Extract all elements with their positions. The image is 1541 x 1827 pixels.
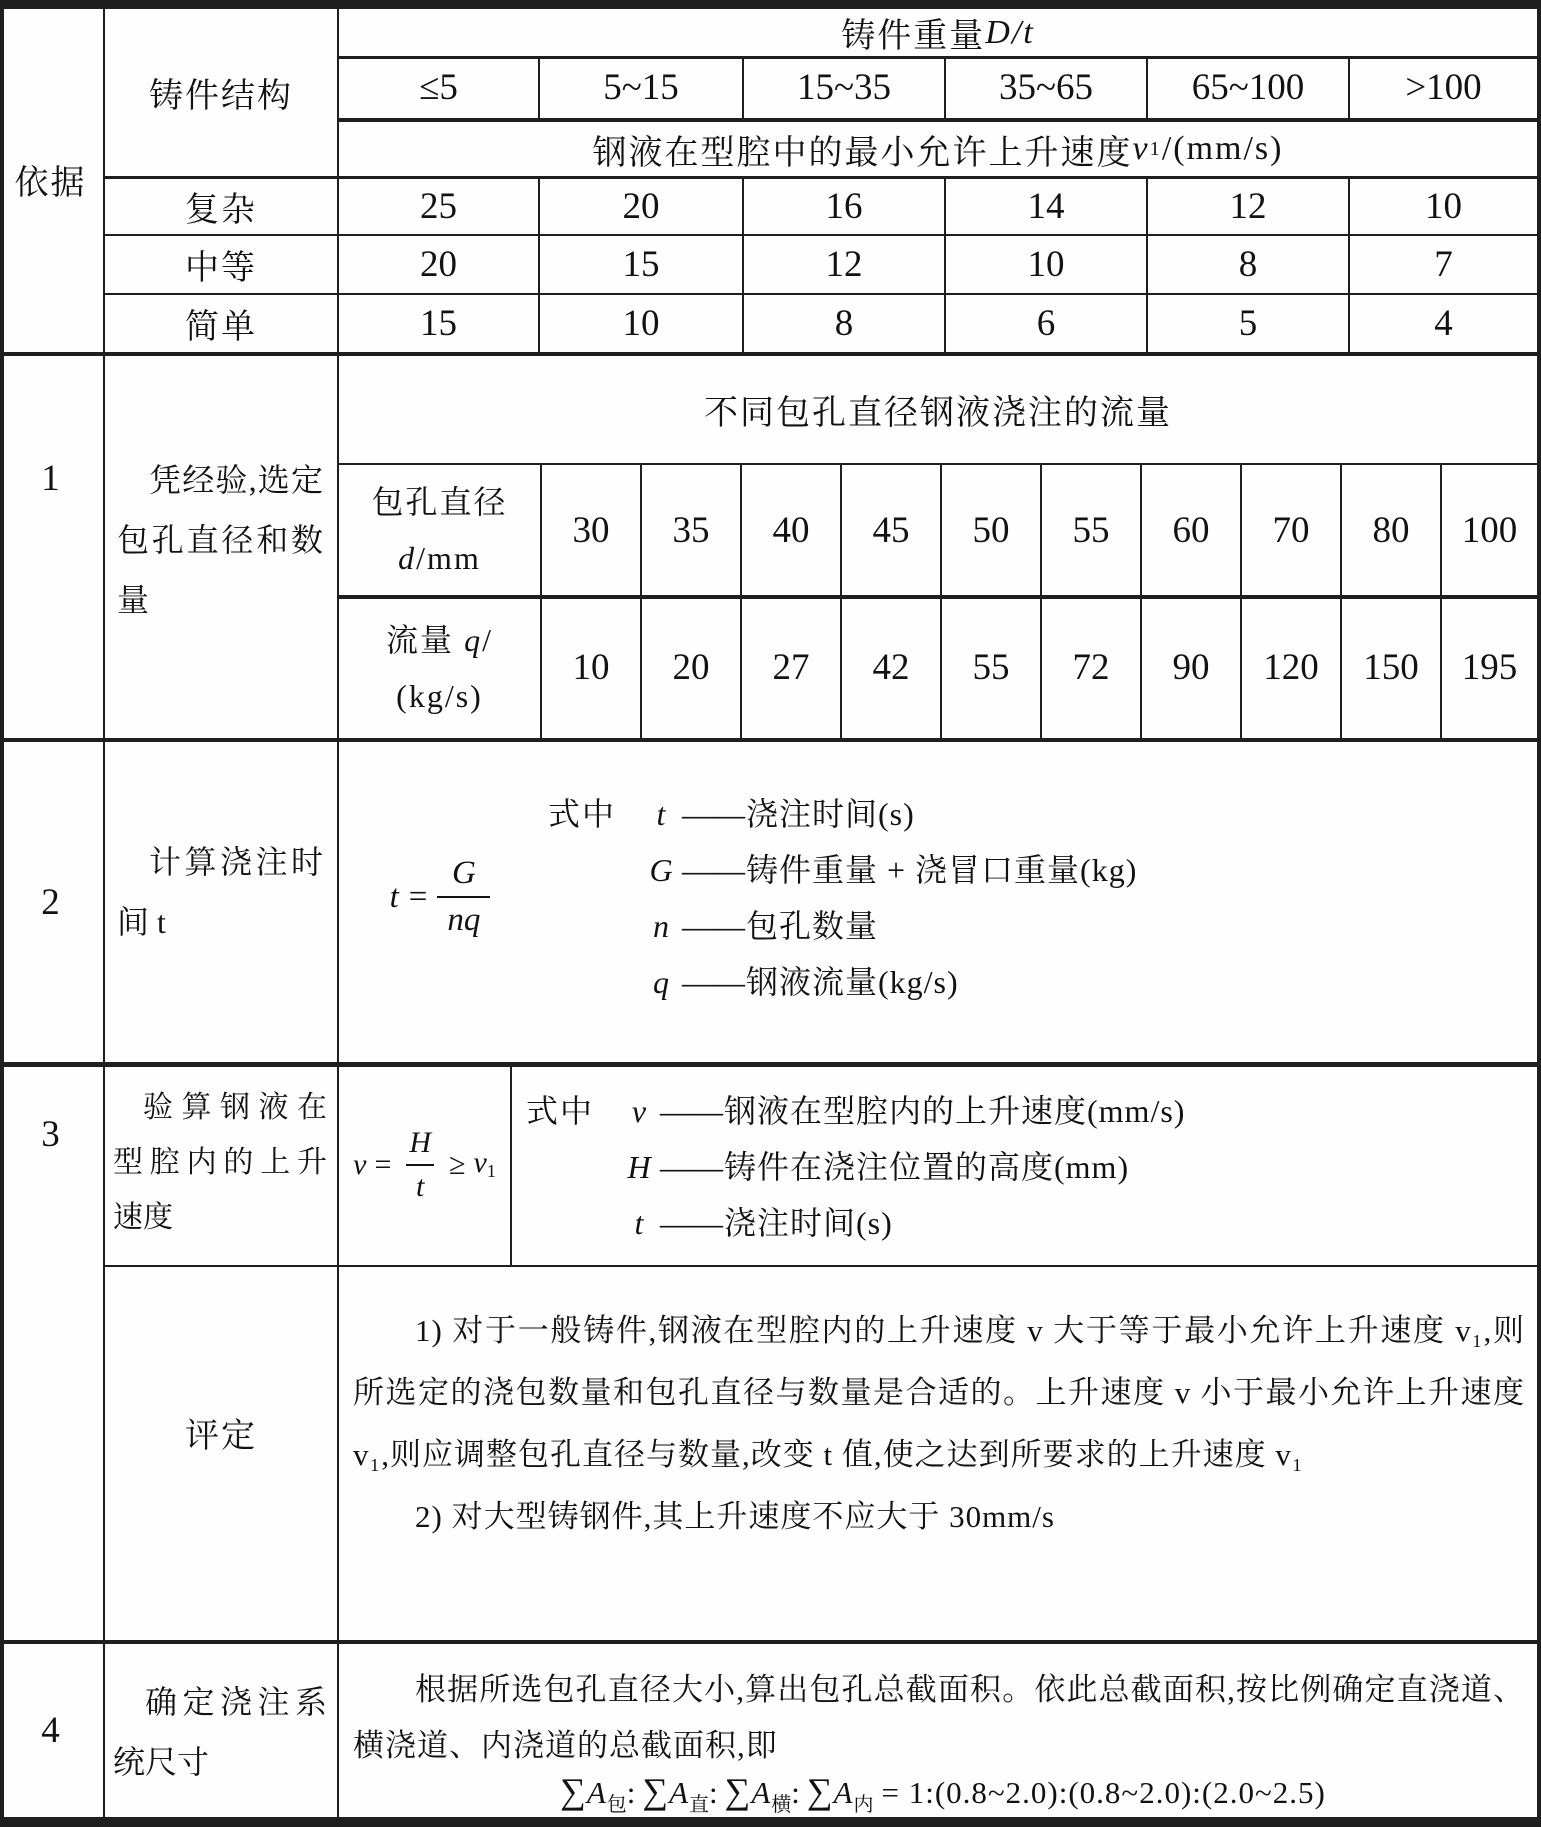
section-divider bbox=[0, 1640, 1541, 1644]
diameter-value-cell: 45 bbox=[872, 509, 910, 551]
weight-range-cell: 15~35 bbox=[796, 66, 892, 108]
speed-value-cell: 5 bbox=[1238, 303, 1258, 344]
step1-label: 凭经验,选定 包孔直径和数 量 bbox=[117, 462, 323, 618]
speed-var: v bbox=[1132, 130, 1150, 167]
flow-value-cell: 20 bbox=[672, 647, 710, 688]
where-item: 式中 t ——浇注时间(s) bbox=[548, 796, 915, 832]
step-number-1: 1 bbox=[41, 458, 60, 499]
speed-value-cell: 16 bbox=[825, 185, 863, 227]
speed-value-cell: 12 bbox=[825, 244, 863, 285]
diameter-value-cell: 100 bbox=[1461, 509, 1518, 551]
speed-value-cell: 15 bbox=[420, 303, 457, 344]
casting-structure-label: 铸件结构 bbox=[149, 78, 293, 115]
where-item: 式中 v ——钢液在型腔内的上升速度(mm/s) bbox=[526, 1093, 1186, 1129]
speed-var-sub: 1 bbox=[1149, 137, 1162, 160]
section-divider bbox=[0, 1062, 1541, 1067]
structure-row-label: 复杂 bbox=[185, 191, 257, 229]
speed-value-cell: 6 bbox=[1036, 303, 1056, 344]
diameter-value-cell: 60 bbox=[1172, 509, 1210, 551]
speed-value-cell: 20 bbox=[622, 185, 660, 227]
step3-check-label: 验算钢液在 型腔内的上升 速度 bbox=[113, 1091, 327, 1234]
flow-rate-header: 流量 q/ (kg/s) bbox=[386, 621, 493, 714]
speed-value-cell: 10 bbox=[1027, 244, 1065, 285]
diameter-value-cell: 70 bbox=[1272, 509, 1310, 551]
flow-value-cell: 42 bbox=[872, 647, 910, 688]
speed-value-cell: 7 bbox=[1434, 244, 1453, 285]
step4-text: 根据所选包孔直径大小,算出包孔总截面积。依此总截面积,按比例确定直浇道、 横浇道、内浇道的总截面积,即 bbox=[353, 1672, 1525, 1763]
section-divider bbox=[0, 738, 1541, 742]
hole-diameter-header: 包孔直径 d/mm bbox=[371, 484, 508, 576]
step-number-2: 2 bbox=[41, 881, 60, 923]
step2-label: 计算浇注时 间 t bbox=[117, 844, 323, 940]
flow-value-cell: 90 bbox=[1172, 647, 1210, 688]
step-number-3: 3 bbox=[41, 1114, 60, 1155]
speed-value-cell: 15 bbox=[622, 244, 660, 285]
diameter-value-cell: 50 bbox=[972, 509, 1010, 551]
flow-value-cell: 72 bbox=[1072, 647, 1110, 688]
where-item: n ——包孔数量 bbox=[653, 908, 879, 944]
table-border-right bbox=[1537, 0, 1541, 1827]
structure-row-label: 简单 bbox=[185, 309, 257, 346]
table-border-top bbox=[0, 0, 1541, 9]
flow-value-cell: 150 bbox=[1363, 647, 1419, 688]
speed-value-cell: 25 bbox=[420, 185, 457, 227]
diameter-value-cell: 35 bbox=[672, 509, 710, 551]
weight-header: 铸件重量 D/t bbox=[841, 13, 1035, 55]
table-border-bottom bbox=[0, 1817, 1541, 1827]
speed-value-cell: 10 bbox=[1425, 185, 1462, 227]
where-item: H ——铸件在浇注位置的高度(mm) bbox=[627, 1149, 1130, 1185]
where-item: t ——浇注时间(s) bbox=[634, 1205, 893, 1241]
step2-where-list bbox=[548, 786, 1468, 1010]
step4-label: 确定浇注系 统尺寸 bbox=[113, 1684, 327, 1780]
flow-value-cell: 55 bbox=[972, 647, 1010, 688]
speed-value-cell: 10 bbox=[622, 303, 660, 344]
weight-range-cell: 65~100 bbox=[1191, 66, 1305, 108]
diameter-value-cell: 40 bbox=[772, 509, 810, 551]
speed-value-cell: 12 bbox=[1229, 185, 1267, 227]
structure-row-label: 中等 bbox=[185, 250, 257, 287]
rising-speed-formula: v = $\frac{H}{t}$ ≥ v1 bbox=[353, 1126, 496, 1203]
diameter-value-cell: 55 bbox=[1072, 509, 1110, 551]
diameter-value-cell: 30 bbox=[572, 509, 610, 551]
weight-range-cell: 5~15 bbox=[603, 66, 679, 108]
weight-range-cell: ≤5 bbox=[419, 66, 458, 108]
evaluation-text: 1) 对于一般铸件,钢液在型腔内的上升速度 v 大于等于最小允许上升速度 v₁,则 所选定的浇包数量和包孔直径与数量是合适的。上升速度 v 小于最小允许上升速度 v₁,则应调整包孔直径与数量,改变 t 值,使之达到所要求的上升速度 v₁ 2) 对大型铸钢件,其上升速度不应大于 30mm/s bbox=[353, 1313, 1525, 1534]
flow-value-cell: 195 bbox=[1461, 647, 1518, 688]
speed-value-cell: 14 bbox=[1027, 185, 1065, 227]
min-rising-speed-header: 钢液在型腔中的最小允许上升速度 v 1 /(mm/s) bbox=[592, 130, 1284, 172]
flow-value-cell: 120 bbox=[1263, 647, 1319, 688]
where-item: q ——钢液流量(kg/s) bbox=[653, 964, 959, 1000]
pouring-time-formula: t = $\frac{G}{nq}$ bbox=[360, 812, 520, 982]
where-item: G ——铸件重量 + 浇冒口重量(kg) bbox=[649, 852, 1138, 888]
evaluation-label: 评定 bbox=[185, 1417, 257, 1455]
grid-line bbox=[510, 1062, 512, 1267]
speed-value-cell: 8 bbox=[834, 303, 854, 344]
flow-value-cell: 27 bbox=[772, 647, 810, 688]
speed-value-cell: 8 bbox=[1238, 244, 1258, 285]
speed-value-cell: 4 bbox=[1434, 303, 1453, 344]
step-number-4: 4 bbox=[41, 1710, 60, 1751]
flow-value-cell: 10 bbox=[572, 647, 610, 688]
flow-table-header: 不同包孔直径钢液浇注的流量 bbox=[704, 395, 1172, 432]
weight-range-cell: >100 bbox=[1405, 66, 1482, 108]
step3-where-list bbox=[526, 1083, 1526, 1251]
area-ratio-formula: $\sum A_包$: $\sum A_直$: $\sum A_横$: $\sum A_内$ = 1:(0.8~2.0):(0.8~2.0):(2.0~2.5) bbox=[560, 1770, 1326, 1816]
diameter-value-cell: 80 bbox=[1372, 509, 1410, 551]
weight-range-cell: 35~65 bbox=[998, 66, 1094, 108]
row-label-basis: 依据 bbox=[14, 165, 87, 202]
speed-value-cell: 20 bbox=[420, 244, 457, 285]
weight-var: D/t bbox=[985, 13, 1035, 51]
